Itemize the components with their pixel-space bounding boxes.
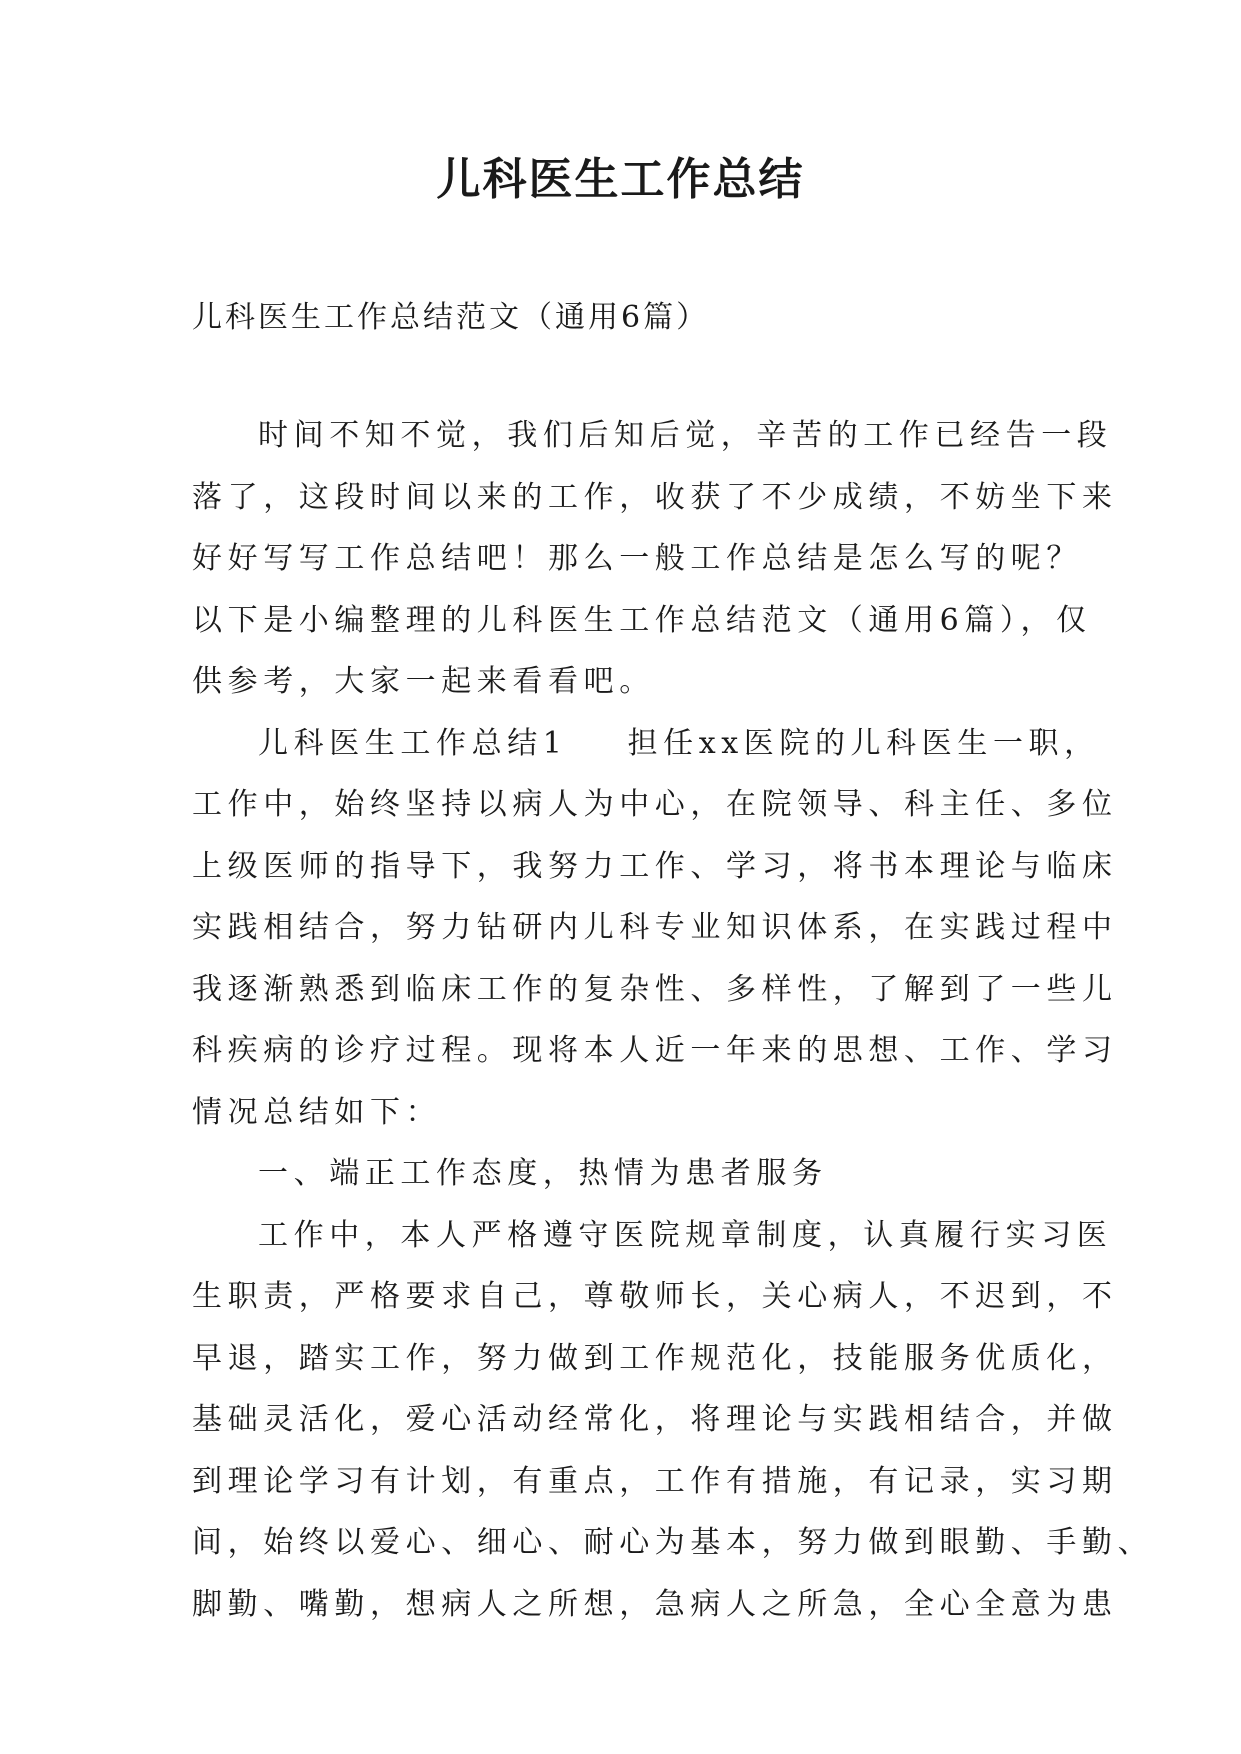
paragraph-line: 时间不知不觉，我们后知后觉，辛苦的工作已经告一段 xyxy=(258,418,1113,453)
paragraph-line: 工作中，本人严格遵守医院规章制度，认真履行实习医 xyxy=(258,1217,1113,1253)
paragraph-line: 间，始终以爱心、细心、耐心为基本，努力做到眼勤、手勤、 xyxy=(192,1525,1154,1560)
paragraph-line: 实践相结合，努力钻研内儿科专业知识体系，在实践过程中 xyxy=(192,910,1118,945)
paragraph-line: 供参考，大家一起来看看吧。 xyxy=(192,664,655,699)
document-title: 儿科医生工作总结 xyxy=(436,154,805,205)
paragraph-line: 工作中，始终坚持以病人为中心，在院领导、科主任、多位 xyxy=(192,787,1118,822)
paragraph-lead: 担任xx医院的儿科医生一职， xyxy=(627,725,1100,761)
paragraph-line: 基础灵活化，爱心活动经常化，将理论与实践相结合，并做 xyxy=(192,1402,1118,1437)
paragraph-line: 好好写写工作总结吧！那么一般工作总结是怎么写的呢？ xyxy=(192,541,1082,576)
document-subtitle: 儿科医生工作总结范文（通用6篇） xyxy=(192,300,710,335)
subsection-heading: 一、端正工作态度，热情为患者服务 xyxy=(258,1156,828,1191)
paragraph-line: 我逐渐熟悉到临床工作的复杂性、多样性，了解到了一些儿 xyxy=(192,971,1118,1007)
paragraph-line: 上级医师的指导下，我努力工作、学习，将书本理论与临床 xyxy=(192,848,1118,884)
paragraph-line: 到理论学习有计划，有重点，工作有措施，有记录，实习期 xyxy=(192,1463,1118,1499)
section-heading-line xyxy=(192,713,1100,775)
paragraph-line: 落了，这段时间以来的工作，收获了不少成绩，不妨坐下来 xyxy=(192,479,1118,515)
paragraph-line: 情况总结如下： xyxy=(192,1094,442,1130)
section-heading: 儿科医生工作总结1 xyxy=(258,725,568,761)
paragraph-line: 以下是小编整理的儿科医生工作总结范文（通用6篇），仅 xyxy=(192,602,1092,638)
paragraph-line: 早退，踏实工作，努力做到工作规范化，技能服务优质化， xyxy=(192,1340,1118,1376)
paragraph-line: 生职责，严格要求自己，尊敬师长，关心病人，不迟到，不 xyxy=(192,1279,1118,1314)
paragraph-line: 科疾病的诊疗过程。现将本人近一年来的思想、工作、学习 xyxy=(192,1033,1118,1068)
document-body xyxy=(192,405,1154,1635)
paragraph-line: 脚勤、嘴勤，想病人之所想，急病人之所急，全心全意为患 xyxy=(192,1586,1118,1622)
